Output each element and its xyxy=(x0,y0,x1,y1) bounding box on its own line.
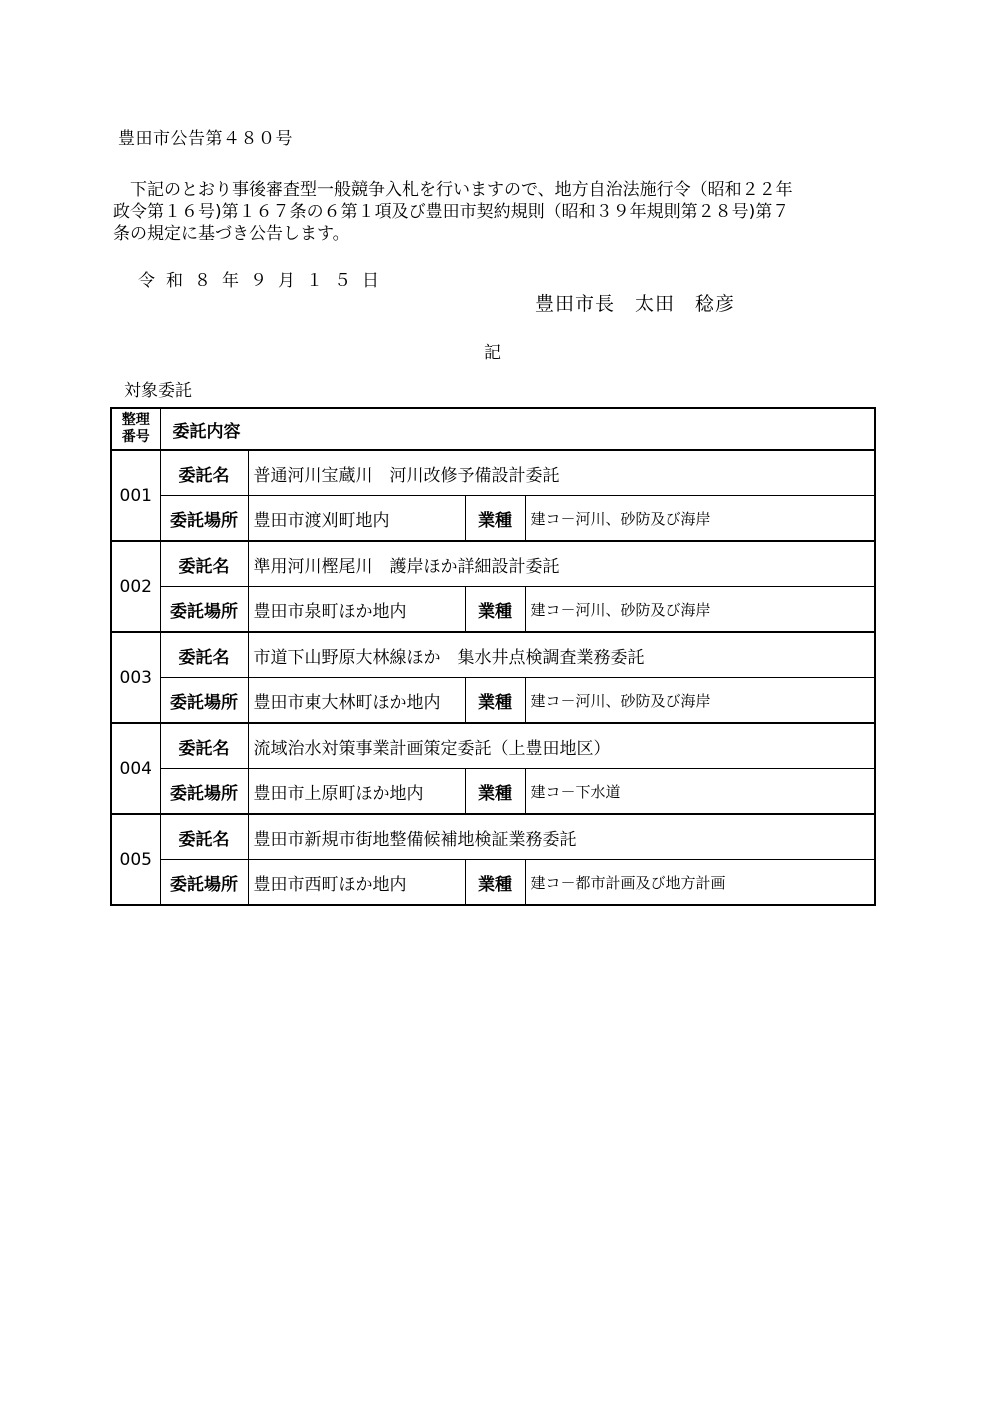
notice-body-line: 条の規定に基づき公告します。 xyxy=(113,224,350,244)
label-gyoshu: 業種 xyxy=(465,587,525,633)
notice-body-line: 下記のとおり事後審査型一般競争入札を行いますので、地方自治法施行令（昭和２２年 xyxy=(113,180,793,200)
table-row xyxy=(111,678,875,724)
ki-marker: 記 xyxy=(484,343,501,363)
row-number: 001 xyxy=(111,450,160,541)
notice-number: 豊田市公告第４８０号 xyxy=(118,129,293,149)
row-number: 002 xyxy=(111,541,160,632)
contract-name: 準用河川樫尾川 護岸ほか詳細設計委託 xyxy=(248,541,875,587)
label-itaku-basho: 委託場所 xyxy=(160,496,248,542)
contract-type: 建コ－河川、砂防及び海岸 xyxy=(525,587,875,633)
label-gyoshu: 業種 xyxy=(465,496,525,542)
label-itaku-basho: 委託場所 xyxy=(160,678,248,724)
header-no-line: 整理 xyxy=(121,412,150,428)
header-seiri-bango xyxy=(111,408,160,450)
row-number: 004 xyxy=(111,723,160,814)
contract-type: 建コ－都市計画及び地方計画 xyxy=(525,860,875,906)
label-itaku-basho: 委託場所 xyxy=(160,587,248,633)
label-itaku-mei: 委託名 xyxy=(160,450,248,496)
label-itaku-mei: 委託名 xyxy=(160,814,248,860)
contract-place: 豊田市西町ほか地内 xyxy=(248,860,465,906)
row-number: 005 xyxy=(111,814,160,905)
table-row xyxy=(111,860,875,906)
notice-date: 令和８年９月１５日 xyxy=(138,271,390,291)
header-no-line: 番号 xyxy=(121,429,150,445)
table-header-row xyxy=(111,408,875,450)
contract-place: 豊田市上原町ほか地内 xyxy=(248,769,465,815)
contract-name: 市道下山野原大林線ほか 集水井点検調査業務委託 xyxy=(248,632,875,678)
contract-place: 豊田市渡刈町地内 xyxy=(248,496,465,542)
contract-place: 豊田市東大林町ほか地内 xyxy=(248,678,465,724)
contract-place: 豊田市泉町ほか地内 xyxy=(248,587,465,633)
label-gyoshu: 業種 xyxy=(465,860,525,906)
contract-type: 建コ－下水道 xyxy=(525,769,875,815)
target-label: 対象委託 xyxy=(124,381,192,401)
contract-type: 建コ－河川、砂防及び海岸 xyxy=(525,496,875,542)
notice-body-line: 政令第１６号)第１６７条の６第１項及び豊田市契約規則（昭和３９年規則第２８号)第７ xyxy=(113,202,790,222)
contracts-table xyxy=(110,407,876,906)
contract-name: 流域治水対策事業計画策定委託（上豊田地区） xyxy=(248,723,875,769)
label-itaku-mei: 委託名 xyxy=(160,632,248,678)
table-row xyxy=(111,769,875,815)
contract-name: 豊田市新規市街地整備候補地検証業務委託 xyxy=(248,814,875,860)
label-gyoshu: 業種 xyxy=(465,769,525,815)
table-row xyxy=(111,814,875,860)
notice-body xyxy=(113,179,873,245)
label-itaku-mei: 委託名 xyxy=(160,541,248,587)
contract-name: 普通河川宝蔵川 河川改修予備設計委託 xyxy=(248,450,875,496)
table-row xyxy=(111,496,875,542)
table-body xyxy=(111,450,875,905)
contract-type: 建コ－河川、砂防及び海岸 xyxy=(525,678,875,724)
row-number: 003 xyxy=(111,632,160,723)
header-itaku-naiyo: 委託内容 xyxy=(160,408,875,450)
table-row xyxy=(111,450,875,496)
table-row xyxy=(111,632,875,678)
table-row xyxy=(111,587,875,633)
mayor-signature: 豊田市長 太田 稔彦 xyxy=(535,293,736,315)
label-itaku-basho: 委託場所 xyxy=(160,860,248,906)
table-row xyxy=(111,723,875,769)
table-row xyxy=(111,541,875,587)
label-itaku-basho: 委託場所 xyxy=(160,769,248,815)
label-itaku-mei: 委託名 xyxy=(160,723,248,769)
label-gyoshu: 業種 xyxy=(465,678,525,724)
